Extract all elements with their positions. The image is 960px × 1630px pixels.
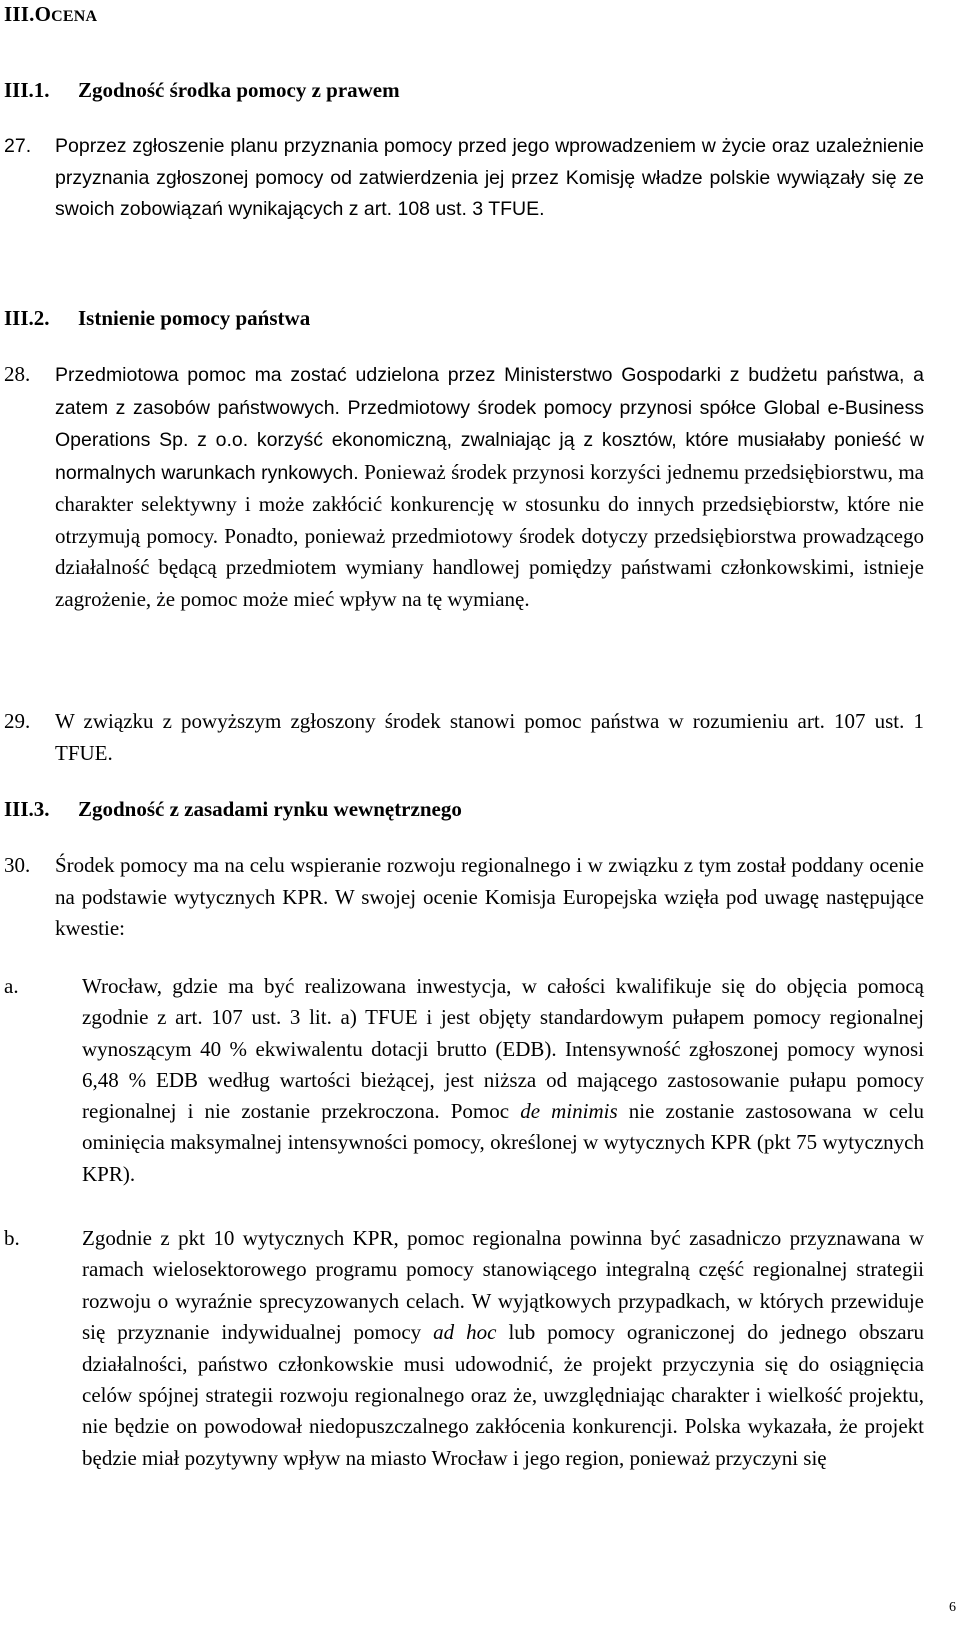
list-item-label: b. [4, 1226, 20, 1250]
subsection-heading-3 [4, 797, 462, 822]
list-item-text-part-2: lub pomocy ograniczonej do jednego obszaru działalności, państwo członkowskie musi udowodnić, że projekt przyczynia się do osiągnięcia celów spójnej strategii rozwoju regionalnego oraz że, uwzględniając charakter i wielkość projektu, nie będzie on powodował niedopuszczalnego zakłócenia konkurencji. Polska wykazała, że projekt będzie miał pozytywny wpływ na miasto Wrocław i jego region, ponieważ przyczyni się [82, 1320, 925, 1470]
list-item-text-part-1: Wrocław, gdzie ma być realizowana inwestycja, w całości kwalifikuje się do objęcia pomocą zgodnie z art. 107 ust. 3 lit. a) TFUE i jest objęty standardowym pułapem pomocy regionalnej wynoszącym 40 % ekwiwalentu dotacji brutto (EDB). Intensywność zgłoszonej pomocy wynosi 6,48 % EDB według wartości bieżącej, jest niższa od mającego zastosowanie pułapu pomocy regionalnej i nie zostanie przekroczona. Pomoc [82, 974, 924, 1124]
list-item-italic-term: de minimis [520, 1099, 618, 1124]
list-item-text-part-2: nie zostanie zastosowana w celu ominięcia maksymalnej intensywności pomocy, określonej w wytycznych KPR (pkt 75 wytycznych KPR). [82, 1099, 924, 1186]
subsection-title: Zgodność z zasadami rynku wewnętrznego [78, 797, 462, 821]
subsection-number: III.3. [4, 797, 50, 821]
list-item-label: a. [4, 974, 19, 998]
paragraph-30 [4, 850, 924, 945]
paragraph-text: Poprzez zgłoszenie planu przyznania pomocy przed jego wprowadzeniem w życie oraz uzależnienie przyznania zgłoszonej pomocy od zatwierdzenia jej przez Komisję władze polskie wywiązały się ze swoich zobowiązań wynikających z art. 108 ust. 3 TFUE. [55, 135, 924, 220]
paragraph-text-part-b: Ponieważ środek przynosi korzyści jednemu przedsiębiorstwu, ma charakter selektywny i może zakłócić konkurencję w stosunku do innych przedsiębiorstw, które nie otrzymują pomocy. Ponadto, ponieważ przedmiotowy środek dotyczy przedsiębiorstwa prowadzącego działalność będącą przedmiotem wymiany handlowej pomiędzy państwami członkowskimi, istnieje zagrożenie, że pomoc może mieć wpływ na tę wymianę. [55, 459, 924, 611]
subsection-heading-2 [4, 306, 310, 331]
paragraph-number: 28. [4, 362, 31, 386]
paragraph-number: 27. [4, 135, 32, 157]
paragraph-number: 30. [4, 853, 31, 877]
paragraph-text-part-a: Przedmiotowa pomoc ma zostać udzielona przez Ministerstwo Gospodarki z budżetu państwa, a zatem z zasobów państwowych. Przedmiotowy środek pomocy przynosi spółce Global e-Business Operations Sp. z o.o. korzyść ekonomiczną, zwalniając ją z kosztów, które musiałaby ponieść w normalnych warunkach rynkowych. [55, 364, 924, 484]
main-section-rest: CENA [51, 8, 98, 25]
paragraph-text: W związku z powyższym zgłoszony środek stanowi pomoc państwa w rozumieniu art. 107 ust. 1 TFUE. [55, 709, 924, 765]
paragraph-number: 29. [4, 709, 31, 733]
list-item-text-part-1: Zgodnie z pkt 10 wytycznych KPR, pomoc regionalna powinna być zasadniczo przyznawana w ramach wielosektorowego programu pomocy stanowiącego integralną część regionalnej strategii rozwoju o wyraźnie sprecyzowanych celach. W wyjątkowych przypadkach, w których przewiduje się przyznanie indywidualnej pomocy [82, 1226, 924, 1345]
paragraph-28 [4, 359, 924, 615]
subsection-heading-1 [4, 78, 400, 103]
list-item-text [82, 1223, 924, 1474]
paragraph-29 [4, 706, 924, 769]
subsection-title: Istnienie pomocy państwa [78, 306, 311, 330]
paragraph-27 [4, 131, 924, 226]
page-number: 6 [949, 1600, 956, 1615]
paragraph-text: Środek pomocy ma na celu wspieranie rozwoju regionalnego i w związku z tym został poddany ocenie na podstawie wytycznych KPR. W swojej ocenie Komisja Europejska wzięła pod uwagę następujące kwestie: [55, 853, 924, 940]
list-item-text [82, 971, 924, 1190]
subsection-number: III.2. [4, 306, 50, 330]
main-section-cap: O [34, 2, 52, 26]
subsection-number: III.1. [4, 78, 50, 102]
list-item-a [4, 971, 924, 1190]
main-section-heading [4, 2, 97, 27]
list-item-italic-term: ad hoc [433, 1320, 497, 1345]
main-section-roman: III. [4, 2, 35, 26]
paragraph-text [55, 359, 924, 615]
subsection-title: Zgodność środka pomocy z prawem [78, 78, 400, 102]
list-item-b [4, 1223, 924, 1474]
